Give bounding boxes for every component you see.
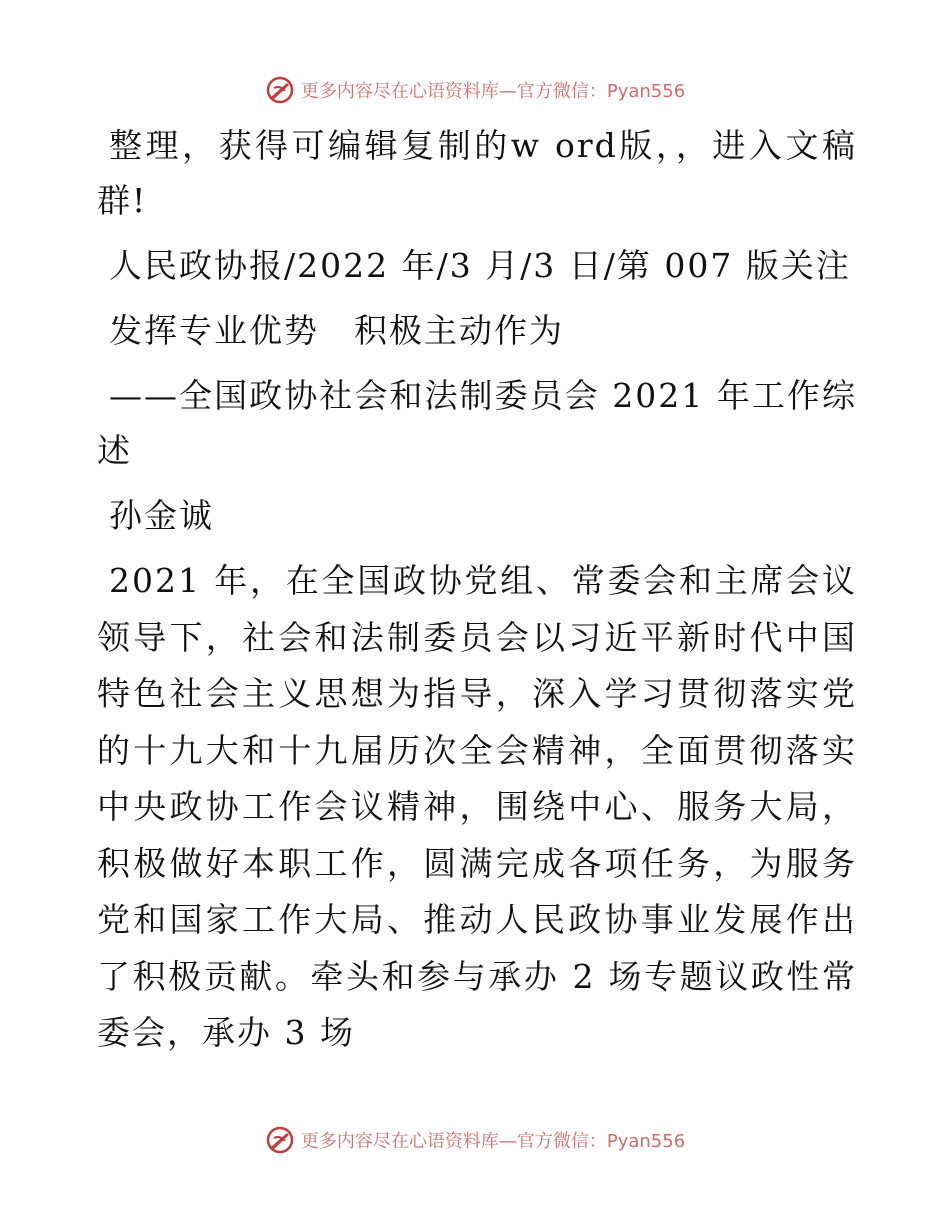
watermark-text: 更多内容尽在心语资料库—官方微信：Pyan556 <box>300 81 686 102</box>
article-title: 发挥专业优势 积极主动作为 <box>109 311 564 350</box>
document-body <box>97 118 857 1072</box>
article-subtitle: ——全国政协社会和法制委员会 2021 年工作综述 <box>97 376 857 470</box>
article-author: 孙金诚 <box>109 496 214 535</box>
pen-seal-icon <box>265 75 295 105</box>
article-body: 2021 年，在全国政协党组、常委会和主席会议领导下，社会和法制委员会以习近平新时代中国特色社会主义思想为指导，深入学习贯彻落实党的十九大和十九届历次全会精神，全面贯彻落实中央政协工作会议精神，围绕中心、服务大局，积极做好本职工作，圆满完成各项任务，为服务党和国家工作大局、推动人民政协事业发展作出了积极贡献。牵头和参与承办 2 场专题议政性常委会，承办 3 场 <box>97 561 857 1052</box>
watermark-text: 更多内容尽在心语资料库—官方微信：Pyan556 <box>300 1131 686 1152</box>
watermark-header <box>0 70 950 110</box>
intro-paragraph: 整理，获得可编辑复制的w ord版，，进入文稿群! <box>97 126 857 220</box>
watermark-footer <box>0 1120 950 1160</box>
pen-seal-icon <box>265 1125 295 1155</box>
source-line: 人民政协报/2022 年/3 月/3 日/第 007 版关注 <box>109 246 851 285</box>
